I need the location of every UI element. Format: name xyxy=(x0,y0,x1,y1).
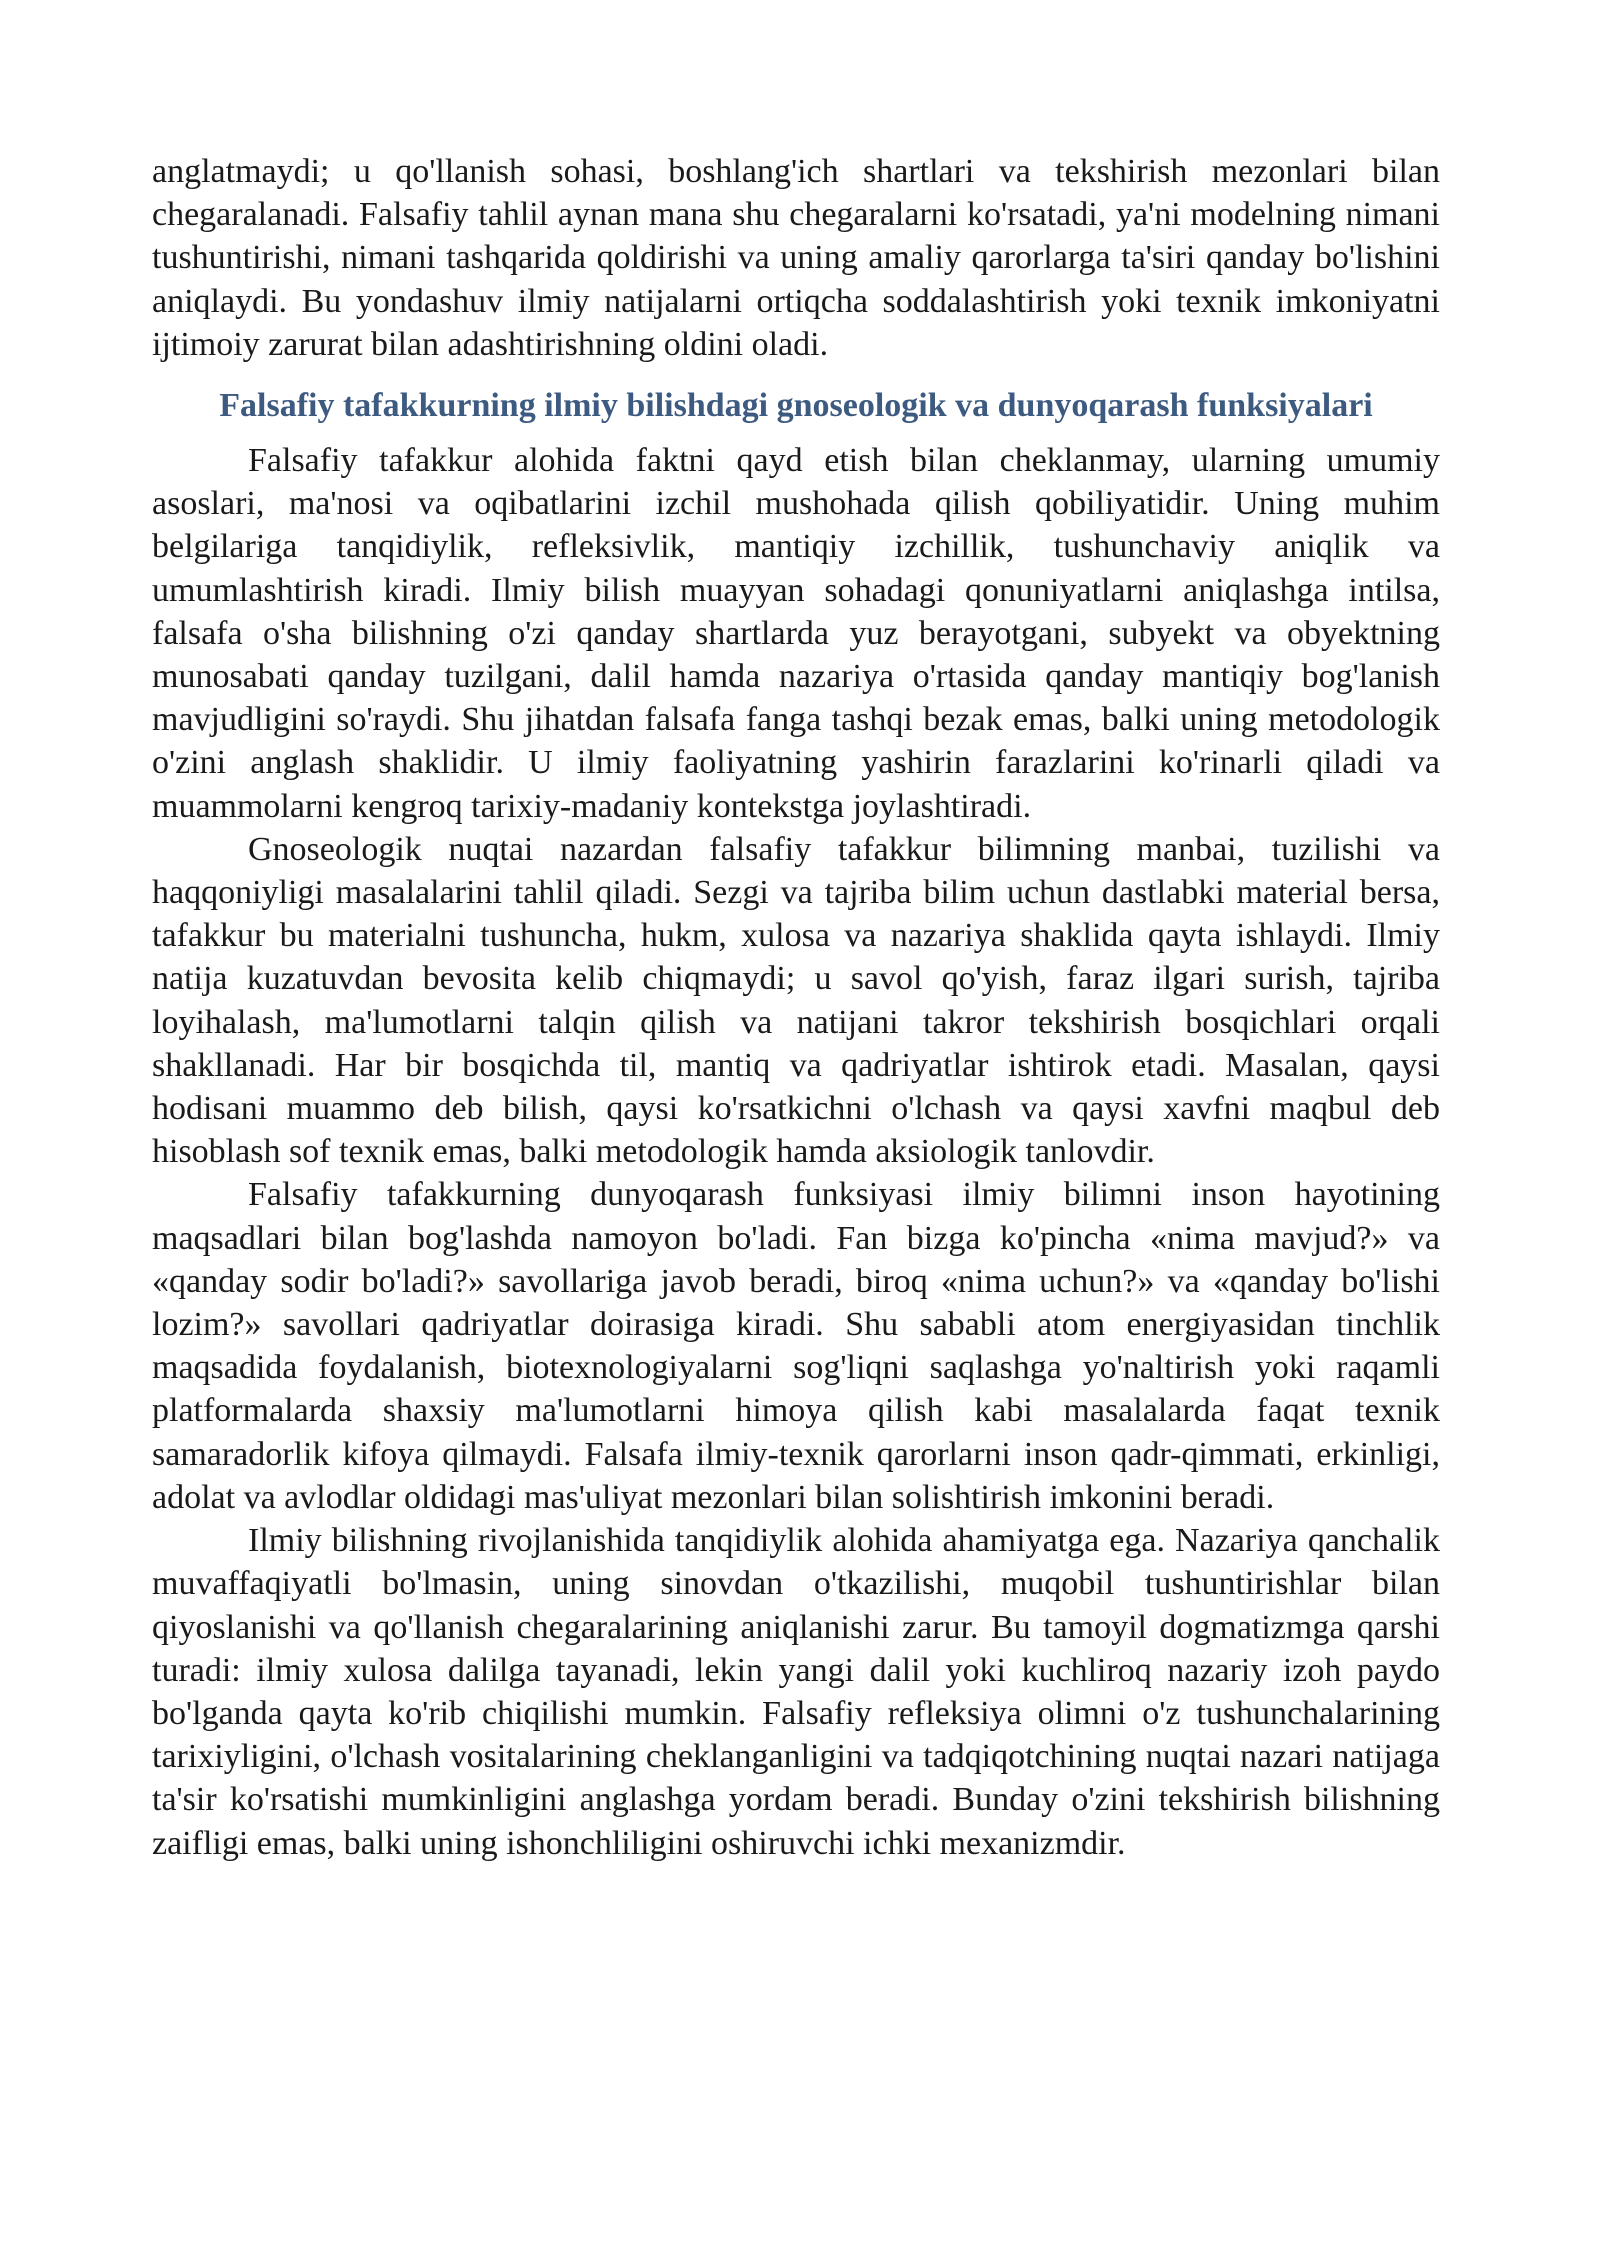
paragraph-4: Ilmiy bilishning rivojlanishida tanqidiylik alohida ahamiyatga ega. Nazariya qanchalik muvaffaqiyatli bo'lmasin, uning sinovdan o'tkazilishi, muqobil tushuntirishlar bilan qiyoslanishi va qo'llanish chegaralarining aniqlanishi zarur. Bu tamoyil dogmatizmga qarshi turadi: ilmiy xulosa dalilga tayanadi, lekin yangi dalil yoki kuchliroq nazariy izoh paydo bo'lganda qayta ko'rib chiqilishi mumkin. Falsafiy refleksiya olimni o'z tushunchalarining tarixiyligini, o'lchash vositalarining cheklanganligini va tadqiqotchining nuqtai nazari natijaga ta'sir ko'rsatishi mumkinligini anglashga yordam beradi. Bunday o'zini tekshirish bilishning zaifligi emas, balki uning ishonchliligini oshiruvchi ichki mexanizmdir. xyxy=(152,1522,1440,1862)
paragraph-3: Falsafiy tafakkurning dunyoqarash funksiyasi ilmiy bilimni inson hayotining maqsadlari bilan bog'lashda namoyon bo'ladi. Fan bizga ko'pincha «nima mavjud?» va «qanday sodir bo'ladi?» savollariga javob beradi, biroq «nima uchun?» va «qanday bo'lishi lozim?» savollari qadriyatlar doirasiga kiradi. Shu sababli atom energiyasidan tinchlik maqsadida foydalanish, biotexnologiyalarni sog'liqni saqlashga yo'naltirish yoki raqamli platformalarda shaxsiy ma'lumotlarni himoya qilish kabi masalalarda faqat texnik samaradorlik kifoya qilmaydi. Falsafa ilmiy-texnik qarorlarni inson qadr-qimmati, erkinligi, adolat va avlodlar oldidagi mas'uliyat mezonlari bilan solishtirish imkonini beradi. xyxy=(152,1176,1440,1516)
paragraph-2: Gnoseologik nuqtai nazardan falsafiy tafakkur bilimning manbai, tuzilishi va haqqoniyligi masalalarini tahlil qiladi. Sezgi va tajriba bilim uchun dastlabki material bersa, tafakkur bu materialni tushuncha, hukm, xulosa va nazariya shaklida qayta ishlaydi. Ilmiy natija kuzatuvdan bevosita kelib chiqmaydi; u savol qo'yish, faraz ilgari surish, tajriba loyihalash, ma'lumotlarni talqin qilish va natijani takror tekshirish bosqichlari orqali shakllanadi. Har bir bosqichda til, mantiq va qadriyatlar ishtirok etadi. Masalan, qaysi hodisani muammo deb bilish, qaysi ko'rsatkichni o'lchash va qaysi xavfni maqbul deb hisoblash sof texnik emas, balki metodologik hamda aksiologik tanlovdir. xyxy=(152,830,1440,1171)
paragraph-1: Falsafiy tafakkur alohida faktni qayd etish bilan cheklanmay, ularning umumiy asoslari, ma'nosi va oqibatlarini izchil mushohada qilish qobiliyatidir. Uning muhim belgilariga tanqidiylik, refleksivlik, mantiqiy izchillik, tushunchaviy aniqlik va umumlashtirish kiradi. Ilmiy bilish muayyan sohadagi qonuniyatlarni aniqlashga intilsa, falsafa o'sha bilishning o'zi qanday shartlarda yuz berayotgani, subyekt va obyektning munosabati qanday tuzilgani, dalil hamda nazariya o'rtasida qanday mantiqiy bog'lanish mavjudligini so'raydi. Shu jihatdan falsafa fanga tashqi bezak emas, balki uning metodologik o'zini anglash shaklidir. U ilmiy faoliyatning yashirin farazlarini ko'rinarli qiladi va muammolarni kengroq tarixiy-madaniy kontekstga joylashtiradi. xyxy=(152,442,1440,825)
lead-paragraph: anglatmaydi; u qo'llanish sohasi, boshlang'ich shartlari va tekshirish mezonlari bilan chegaralanadi. Falsafiy tahlil aynan mana shu chegaralarni ko'rsatadi, ya'ni modelning nimani tushuntirishi, nimani tashqarida qoldirishi va uning amaliy qarorlarga ta'siri qanday bo'lishini aniqlaydi. Bu yondashuv ilmiy natijalarni ortiqcha soddalashtirish yoki texnik imkoniyatni ijtimoiy zarurat bilan adashtirishning oldini oladi. xyxy=(152,153,1440,363)
section-heading: Falsafiy tafakkurning ilmiy bilishdagi gnoseologik va dunyoqarash funksiyalari xyxy=(219,387,1373,425)
document-page xyxy=(152,150,1440,1865)
